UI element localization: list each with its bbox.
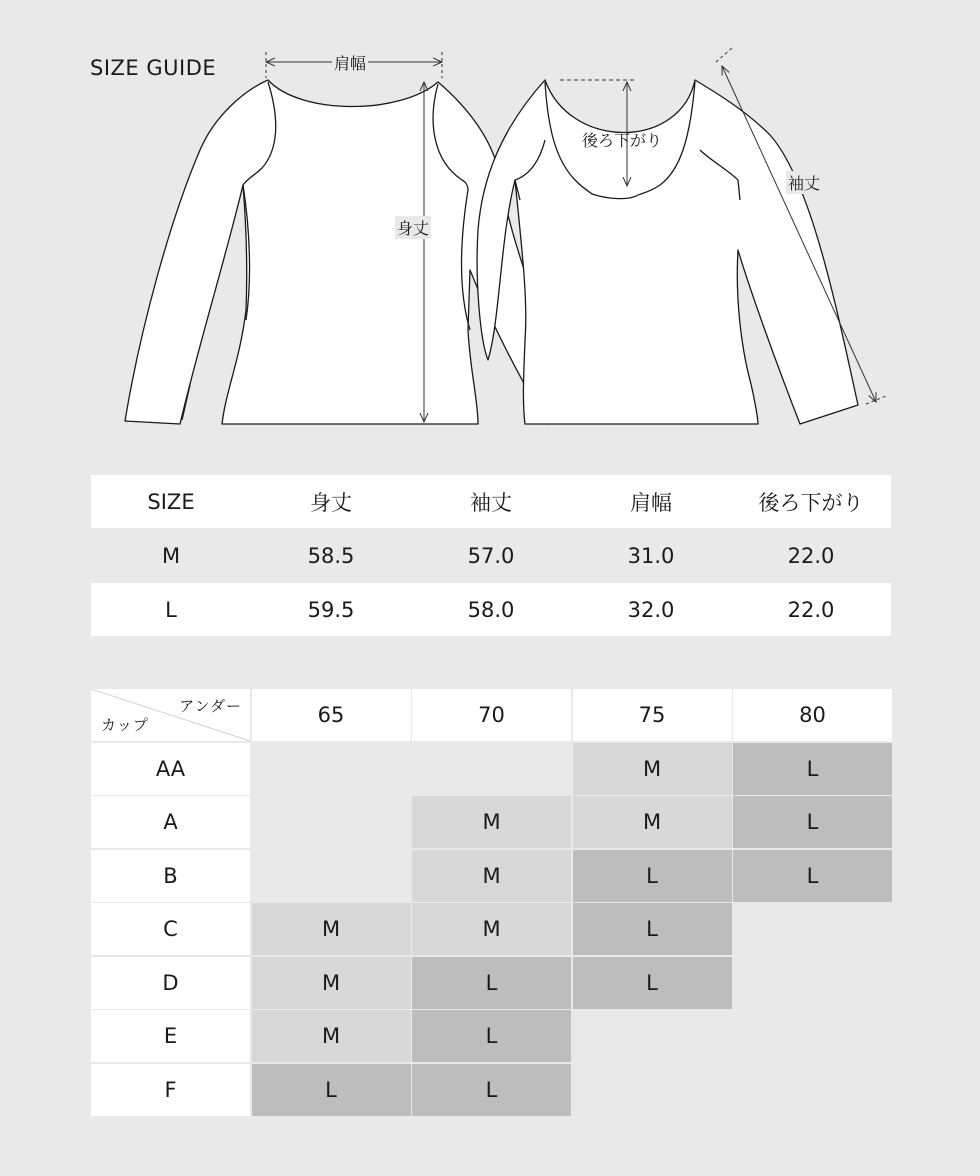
size-recommendation-cell: M xyxy=(252,1010,411,1062)
length-label: 身丈 xyxy=(395,216,431,239)
size-recommendation-cell: L xyxy=(412,957,571,1009)
table-row xyxy=(91,903,894,955)
size-name: M xyxy=(161,543,181,568)
size-recommendation-cell: L xyxy=(573,850,732,902)
cup-label: AA xyxy=(91,743,250,795)
table-row xyxy=(91,1064,894,1116)
size-recommendation-cell: M xyxy=(252,903,411,955)
page-title: SIZE GUIDE xyxy=(90,56,217,80)
cup-label: F xyxy=(91,1064,250,1116)
cup-label: C xyxy=(91,903,250,955)
table-row xyxy=(91,583,891,636)
table-row xyxy=(91,796,894,848)
length-value: 58.5 xyxy=(307,543,355,568)
size-recommendation-cell: M xyxy=(573,743,732,795)
corner-under-label: アンダー xyxy=(179,697,242,715)
empty-cell xyxy=(252,743,411,795)
cup-label: D xyxy=(91,957,250,1009)
empty-cell xyxy=(733,1064,892,1116)
table-row xyxy=(91,743,894,795)
size-measurement-table xyxy=(91,475,891,637)
header-sleeve: 袖丈 xyxy=(470,490,512,515)
size-recommendation-cell: L xyxy=(573,957,732,1009)
empty-cell xyxy=(573,1064,732,1116)
corner-cup-label: カップ xyxy=(101,716,149,734)
table-row xyxy=(91,1010,894,1062)
size-recommendation-cell: L xyxy=(733,850,892,902)
back-drop-value: 22.0 xyxy=(787,597,835,622)
shoulder-value: 32.0 xyxy=(627,597,675,622)
table-row xyxy=(91,850,894,902)
cup-table-header xyxy=(91,689,894,741)
size-recommendation-cell: M xyxy=(573,796,732,848)
size-recommendation-cell: M xyxy=(412,903,571,955)
under-header: 80 xyxy=(733,689,892,741)
garment-diagram xyxy=(0,0,980,440)
size-recommendation-cell: M xyxy=(252,957,411,1009)
table-row xyxy=(91,957,894,1009)
shoulder-value: 31.0 xyxy=(627,543,675,568)
back-drop-label: 後ろ下がり xyxy=(582,131,663,150)
size-recommendation-cell: L xyxy=(412,1010,571,1062)
empty-cell xyxy=(573,1010,732,1062)
size-recommendation-cell: L xyxy=(412,1064,571,1116)
empty-cell xyxy=(412,743,571,795)
header-length: 身丈 xyxy=(310,490,352,515)
sleeve-value: 57.0 xyxy=(467,543,515,568)
empty-cell xyxy=(252,850,411,902)
size-name: L xyxy=(165,597,177,622)
table-row xyxy=(91,529,891,582)
size-recommendation-cell: L xyxy=(252,1064,411,1116)
under-header: 75 xyxy=(573,689,732,741)
corner-cell xyxy=(91,689,250,741)
size-table-header xyxy=(91,475,891,528)
header-back-drop: 後ろ下がり xyxy=(758,490,864,515)
size-recommendation-cell: L xyxy=(733,796,892,848)
under-header: 65 xyxy=(252,689,411,741)
empty-cell xyxy=(733,1010,892,1062)
header-shoulder: 肩幅 xyxy=(630,490,672,515)
sleeve-label: 袖丈 xyxy=(786,171,822,194)
sleeve-value: 58.0 xyxy=(467,597,515,622)
length-value: 59.5 xyxy=(307,597,355,622)
shoulder-label: 肩幅 xyxy=(332,51,368,74)
cup-label: A xyxy=(91,796,250,848)
header-size: SIZE xyxy=(147,489,195,514)
empty-cell xyxy=(733,903,892,955)
size-recommendation-cell: L xyxy=(733,743,892,795)
size-recommendation-cell: M xyxy=(412,850,571,902)
cup-size-table xyxy=(91,689,894,1117)
empty-cell xyxy=(733,957,892,1009)
size-recommendation-cell: M xyxy=(412,796,571,848)
cup-label: E xyxy=(91,1010,250,1062)
empty-cell xyxy=(252,796,411,848)
back-body-outline xyxy=(477,80,858,424)
cup-label: B xyxy=(91,850,250,902)
under-header: 70 xyxy=(412,689,571,741)
size-recommendation-cell: L xyxy=(573,903,732,955)
back-drop-value: 22.0 xyxy=(787,543,835,568)
